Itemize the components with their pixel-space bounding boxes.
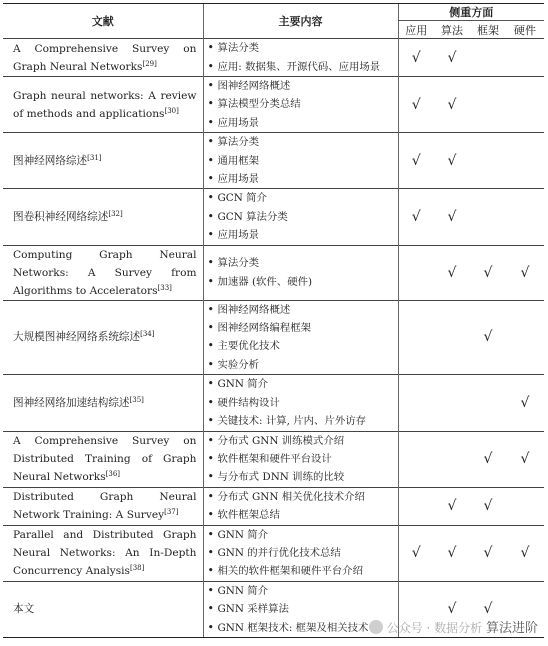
content-bullet: • 通用框架 — [208, 152, 398, 170]
reference-title: 图神经网络综述 — [13, 154, 88, 167]
reference-title: A Comprehensive Survey on Distributed Training of Graph Neural Networks — [13, 435, 197, 484]
content-bullet: • 加速器 (软件、硬件) — [208, 273, 398, 291]
table-row — [3, 525, 544, 581]
content-bullet: • 分布式 GNN 训练模式介绍 — [208, 432, 398, 450]
content-bullet: • GNN 框架技术: 框架及相关技术 — [208, 619, 398, 637]
check-algorithm: √ — [434, 189, 470, 245]
table-row — [3, 300, 544, 375]
watermark-text: 公众号 · 数据分析 — [386, 621, 483, 635]
content-bullet: • 与分布式 DNN 训练的比较 — [208, 468, 398, 486]
content-bullet: • 分布式 GNN 相关优化技术介绍 — [208, 488, 398, 506]
content-bullet: • 主要优化技术 — [208, 337, 398, 355]
check-framework — [470, 189, 506, 245]
citation-number: [30] — [164, 106, 179, 115]
wechat-logo-icon — [369, 620, 383, 634]
reference-cell — [3, 39, 203, 77]
reference-cell — [3, 245, 203, 300]
content-bullet: • 软件框架总结 — [208, 506, 398, 524]
citation-number: [38] — [130, 564, 145, 573]
check-hardware: √ — [506, 431, 544, 487]
content-bullet: • 算法分类 — [208, 254, 398, 272]
content-bullet: • 实验分析 — [208, 356, 398, 374]
table-row — [3, 487, 544, 525]
content-bullet: • 算法模型分类总结 — [208, 95, 398, 113]
check-algorithm — [434, 300, 470, 375]
table-row — [3, 189, 544, 245]
header-reference: 文献 — [3, 4, 203, 39]
check-application: √ — [398, 525, 434, 581]
reference-cell — [3, 77, 203, 133]
check-application: √ — [398, 189, 434, 245]
content-cell — [203, 487, 398, 525]
reference-title: Parallel and Distributed Graph Neural Networks: An In-Depth Concurrency Analysis — [13, 529, 197, 578]
reference-title: 图神经网络加速结构综述 — [13, 396, 130, 409]
check-framework — [470, 133, 506, 189]
content-cell — [203, 375, 398, 431]
header-focus: 侧重方面 — [398, 4, 544, 21]
survey-comparison-table — [3, 3, 544, 638]
content-bullet: • 软件框架和硬件平台设计 — [208, 450, 398, 468]
reference-cell — [3, 525, 203, 581]
check-hardware — [506, 300, 544, 375]
check-application — [398, 245, 434, 300]
check-hardware: √ — [506, 525, 544, 581]
reference-title: Graph neural networks: A review of methods and applications — [13, 89, 197, 120]
check-application: √ — [398, 133, 434, 189]
check-algorithm: √ — [434, 525, 470, 581]
content-bullet: • GCN 算法分类 — [208, 208, 398, 226]
table-row — [3, 245, 544, 300]
check-framework: √ — [470, 525, 506, 581]
content-bullet: • GNN 简介 — [208, 582, 398, 600]
table-row — [3, 77, 544, 133]
content-bullet: • GNN 简介 — [208, 375, 398, 393]
content-bullet: • 算法分类 — [208, 133, 398, 151]
check-algorithm: √ — [434, 133, 470, 189]
content-cell — [203, 300, 398, 375]
check-algorithm: √ — [434, 581, 470, 637]
reference-title: Computing Graph Neural Networks: A Survey from Algorithms to Accelerators — [13, 248, 197, 297]
content-bullet: • GNN 简介 — [208, 526, 398, 544]
check-framework: √ — [470, 487, 506, 525]
check-hardware: √ — [506, 245, 544, 300]
citation-number: [33] — [157, 283, 172, 292]
check-application — [398, 375, 434, 431]
check-framework: √ — [470, 431, 506, 487]
content-bullet: • 算法分类 — [208, 39, 398, 57]
citation-number: [36] — [105, 470, 121, 479]
content-cell — [203, 39, 398, 77]
check-algorithm: √ — [434, 487, 470, 525]
check-framework: √ — [470, 581, 506, 637]
check-framework: √ — [470, 300, 506, 375]
content-bullet: • 图神经网络概述 — [208, 77, 398, 95]
header-algorithm: 算法 — [441, 23, 463, 37]
reference-title: Distributed Graph Neural Network Training: A Survey — [13, 491, 197, 522]
reference-cell — [3, 431, 203, 487]
check-application — [398, 300, 434, 375]
reference-title: A Comprehensive Survey on Graph Neural Networks — [13, 42, 197, 73]
table-row — [3, 431, 544, 487]
header-application: 应用 — [398, 21, 434, 39]
check-algorithm — [434, 431, 470, 487]
content-bullet: • GNN 的并行优化技术总结 — [208, 544, 398, 562]
reference-cell — [3, 581, 203, 637]
reference-cell — [3, 189, 203, 245]
citation-number: [34] — [140, 330, 155, 339]
watermark-account: 算法进阶 — [485, 621, 538, 636]
content-bullet: • 硬件结构设计 — [208, 394, 398, 412]
check-algorithm: √ — [434, 39, 470, 77]
content-bullet: • 关键技术: 计算, 片内、片外访存 — [208, 412, 398, 430]
check-hardware — [506, 189, 544, 245]
table-row — [3, 133, 544, 189]
check-hardware: √ — [506, 375, 544, 431]
content-bullet: • 应用场景 — [208, 226, 398, 244]
content-cell — [203, 189, 398, 245]
check-framework — [470, 39, 506, 77]
content-cell — [203, 133, 398, 189]
table-row — [3, 375, 544, 431]
content-bullet: • 应用场景 — [208, 114, 398, 132]
content-cell — [203, 431, 398, 487]
reference-cell — [3, 133, 203, 189]
check-framework: √ — [470, 245, 506, 300]
content-cell — [203, 77, 398, 133]
reference-title: 大规模图神经网络系统综述 — [13, 331, 141, 344]
citation-number: [29] — [142, 59, 157, 68]
content-bullet: • 图神经网络概述 — [208, 301, 398, 319]
reference-cell — [3, 300, 203, 375]
header-framework: 框架 — [477, 23, 499, 37]
watermark — [369, 617, 538, 636]
reference-title: 本文 — [13, 603, 35, 616]
check-application — [398, 431, 434, 487]
reference-cell — [3, 375, 203, 431]
table-row — [3, 39, 544, 77]
citation-number: [31] — [87, 153, 102, 162]
check-framework — [470, 77, 506, 133]
content-bullet: • GCN 简介 — [208, 189, 398, 207]
check-hardware — [506, 39, 544, 77]
content-bullet: • 应用: 数据集、开源代码、应用场景 — [208, 58, 398, 76]
check-application — [398, 487, 434, 525]
check-algorithm: √ — [434, 77, 470, 133]
content-bullet: • 图神经网络编程框架 — [208, 319, 398, 337]
content-bullet: • 相关的软件框架和硬件平台介绍 — [208, 562, 398, 580]
check-hardware — [506, 487, 544, 525]
content-cell — [203, 245, 398, 300]
content-bullet: • 应用场景 — [208, 170, 398, 188]
citation-number: [35] — [129, 395, 144, 404]
check-application: √ — [398, 39, 434, 77]
content-cell — [203, 525, 398, 581]
check-algorithm: √ — [434, 245, 470, 300]
check-algorithm — [434, 375, 470, 431]
header-hardware: 硬件 — [514, 23, 536, 37]
check-framework — [470, 375, 506, 431]
check-application: √ — [398, 77, 434, 133]
header-content: 主要内容 — [203, 4, 398, 39]
content-bullet: • GNN 采样算法 — [208, 600, 398, 618]
reference-title: 图卷积神经网络综述 — [13, 211, 109, 224]
reference-cell — [3, 487, 203, 525]
check-hardware — [506, 77, 544, 133]
citation-number: [32] — [108, 210, 123, 219]
citation-number: [37] — [164, 508, 179, 517]
check-hardware — [506, 133, 544, 189]
